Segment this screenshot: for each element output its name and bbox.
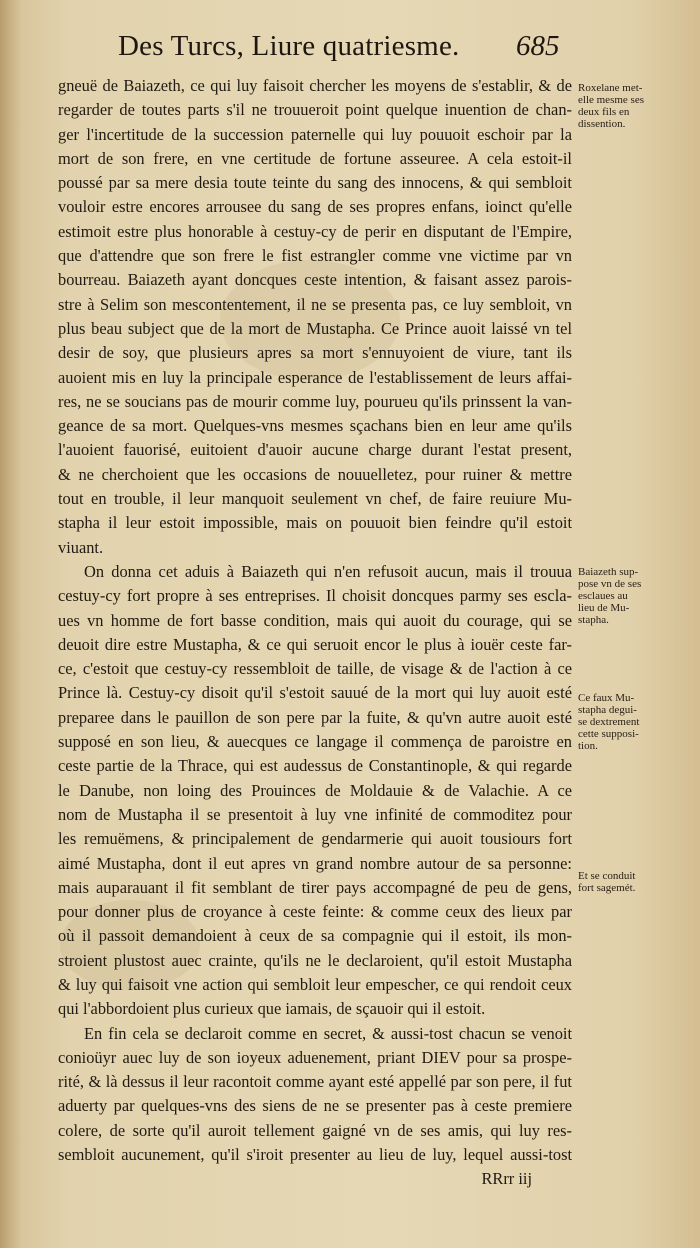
catchword: RRrr iij	[481, 1169, 532, 1189]
text-line: supposé en son lieu, & auecques ce langage il commença de paroistre en	[58, 732, 572, 752]
running-title: Des Turcs, Liure quatriesme.	[118, 30, 460, 62]
text-line: mais auparauant il fit semblant de tirer pays accompagné de peu de gens,	[58, 877, 572, 897]
text-line: ce, c'estoit que cestuy-cy ressembloit de taille, de visage & de l'action à ce	[58, 659, 572, 679]
text-line: & ne cherchoient que les occasions de nouuelletez, pour ruiner & mettre	[58, 464, 572, 484]
margin-note-line: pose vn de ses	[578, 578, 642, 590]
margin-note-line: Ce faux Mu-	[578, 692, 635, 704]
text-line: rité, & là dessus il leur racontoit comme ayant esté appellé par son pere, il fut	[58, 1072, 572, 1092]
text-line: viuant.	[58, 537, 104, 557]
text-line: poussé par sa mere desia toute teinte du sang des innocens, & qui sembloit	[58, 173, 572, 193]
text-line: gneuë de Baiazeth, ce qui luy faisoit chercher les moyens de s'establir, & de	[58, 76, 572, 95]
text-line: geance de sa mort. Quelques-vns mesmes sçachans bien en leur ame qu'ils	[58, 416, 572, 436]
text-line: nom de Mustapha il se presentoit à luy vne infinité de commoditez pour	[58, 804, 572, 824]
text-line: cestuy-cy fort propre à ses entreprises. Il choisit doncques parmy ses escla-	[58, 586, 572, 606]
text-line: regarder de toutes parts s'il ne trouueroit point quelque inuention de chan-	[58, 100, 572, 120]
margin-note-line: Et se conduit	[578, 870, 636, 882]
text-line: estimoit estre plus honorable à cestuy-cy de perir en disputant de l'Empire,	[58, 221, 572, 241]
margin-note-line: se dextrement	[578, 716, 640, 728]
text-line: & luy qui faisoit vne action qui sembloit leur empescher, ce qui rendoit ceux	[58, 974, 572, 994]
text-line: desir de soy, que plusieurs apres sa mort s'ennuyoient de viure, tant ils	[58, 343, 572, 363]
paragraph-start-line: En fin cela se declaroit comme en secret, & aussi-tost chacun se venoit	[84, 1023, 572, 1043]
text-line: preparee dans le pauillon de son pere par la fuite, & qu'vn autre auoit esté	[58, 707, 572, 727]
text-line: sembloit aucunement, qu'il s'iroit presenter au lieu de luy, lequel aussi-tost	[58, 1145, 572, 1165]
text-line: les remuëmens, & principalement de gendarmerie qui auoit tousiours fort	[58, 829, 572, 849]
margin-note	[578, 692, 696, 752]
margin-note-line: fort sagemét.	[578, 882, 636, 894]
text-line: le Danube, non loing des Prouinces de Moldauie & de Valachie. A ce	[58, 780, 572, 800]
text-line: Prince là. Cestuy-cy disoit qu'il s'estoit sauué de la mort qui luy auoit esté	[58, 683, 572, 703]
text-line: l'auoient fauorisé, euitoient d'auoir aucune charge durant l'estat present,	[58, 440, 572, 460]
text-line: pour donner plus de croyance à ceste feinte: & comme ceux des lieux par	[58, 902, 572, 922]
text-line: tout en trouble, il leur manquoit seulement vn chef, de faire reuiure Mu-	[58, 489, 572, 509]
text-line: où il passoit demandoient à ceux de sa compagnie qui il estoit, ils mon-	[58, 926, 572, 946]
margin-note-line: Roxelane met-	[578, 82, 643, 94]
text-line: aimé Mustapha, dont il eut apres vn grand nombre autour de sa personne:	[58, 853, 572, 873]
text-line: deuoit dire estre Mustapha, & ce qui seruoit encor le plus à iouër ceste far-	[58, 634, 572, 654]
text-line: stroient plustost auec crainte, qu'ils ne le declaroient, qu'il estoit Mustapha	[58, 950, 572, 970]
margin-note-line: tion.	[578, 740, 598, 752]
margin-note	[578, 566, 696, 626]
text-line: bourreau. Baiazeth ayant doncques ceste intention, & faisant assez parois-	[58, 270, 572, 290]
text-line: plus beau subject que de la mort de Mustapha. Ce Prince auoit laissé vn tel	[58, 318, 572, 338]
margin-note-line: lieu de Mu-	[578, 602, 630, 614]
text-line: auoient mis en luy la principale esperance de l'establissement de leurs affai-	[58, 367, 572, 387]
paragraph-start-line: On donna cet aduis à Baiazeth qui n'en refusoit aucun, mais il trouua	[84, 561, 572, 581]
text-line: que d'attendre que son frere le fist estrangler comme vne victime par vn	[58, 246, 572, 266]
page-header	[118, 30, 588, 70]
page-number: 685	[516, 30, 560, 62]
text-line: ceste partie de la Thrace, qui est audessus de Constantinople, & qui regarde	[58, 756, 572, 776]
margin-note-line: deux fils en	[578, 106, 630, 118]
text-line: ues vn homme de fort basse condition, mais qui auoit du courage, qui se	[58, 610, 572, 630]
text-line: stapha il leur estoit impossible, mais on pouuoit bien feindre qu'il estoit	[58, 513, 572, 533]
body-text	[58, 74, 572, 1192]
margin-note-line: cette supposi-	[578, 728, 639, 740]
text-line: vouloir estre encores arrousee du sang de ses propres enfans, ioinct qu'elle	[58, 197, 572, 217]
margin-note-line: esclaues au	[578, 590, 628, 602]
margin-note-line: stapha.	[578, 614, 609, 626]
margin-note-line: elle mesme ses	[578, 94, 644, 106]
margin-note-line: Baiazeth sup-	[578, 566, 639, 578]
margin-note-line: dissention.	[578, 118, 626, 130]
text-line: conioüyr auec luy de son ioyeux aduenement, priant DIEV pour sa prospe-	[58, 1047, 572, 1067]
text-line: aduerty par quelques-vns des siens de ne se presenter pas à ceste premiere	[58, 1096, 572, 1116]
margin-note-line: stapha degui-	[578, 704, 637, 716]
margin-note	[578, 82, 696, 130]
text-line: qui l'abbordoient plus curieux que iamais, de sçauoir qui il estoit.	[58, 999, 486, 1019]
margin-note	[578, 870, 696, 894]
text-line: mort de son frere, en vne certitude de fortune asseuree. A cela estoit-il	[58, 148, 572, 168]
text-line: stre à Selim son mescontentement, il ne se presenta pas, ce luy sembloit, vn	[58, 294, 572, 314]
text-line: colere, de sorte qu'il auroit tellement gaigné vn de ses amis, qui luy res-	[58, 1120, 572, 1140]
text-line: res, ne se soucians pas de mourir comme luy, pourueu qu'ils prinssent la van-	[58, 391, 572, 411]
text-line: ger l'incertitude de la succession paternelle qui luy pouuoit eschoir par la	[58, 124, 572, 144]
